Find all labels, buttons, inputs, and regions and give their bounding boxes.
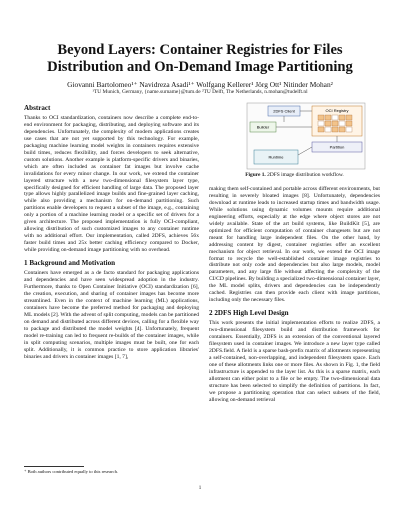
figure-caption-text: 2DFS image distribution workflow.	[267, 172, 344, 178]
section-2-text: This work presents the initial implementation efforts to realize 2DFS, a two-dimensional filesystem build and distribution framework for containers. Essentially, 2DFS is an extension of the conventional layered filesystem used in container images. We introduce a new layer type called 2DFS.field. A field is a sparse bash-prefix matrix of allotments representing a self-contained, non-overlapping, and independent filesystem space. Each one of these allotments links one or more files. As shown in Fig. 1, the field infrastructure is appended to the layer list. As this is a sparse matrix, each allotment can either point to a file or be empty. The two-dimensional data structure has been selected to simplify the definition of partitions. In fact, we propose a partitioning operation that can select subsets of the field, allowing on-demand retrieval	[209, 320, 380, 403]
author-list: Giovanni Bartolomeo¹⁺ Navidreza Asadi¹⁺ Wolfgang Kellerer¹ Jörg Ott¹ Nitinder Mohan²	[67, 80, 333, 89]
abstract-heading: Abstract	[24, 104, 51, 112]
figure-1-caption	[209, 172, 380, 179]
affiliations: ¹TU Munich, Germany, {name.surname}@tum.de ²TU Delft, The Netherlands, n.mohan@tudelft.nl	[92, 89, 308, 95]
paper-title	[0, 42, 400, 76]
abstract-text: Thanks to OCI standardization, containers now describe a complete end-to-end environment for packaging, distributing, and deploying software and its dependencies. Unfortunately, the complexity of modern applications creates use cases that are not yet supported by this technology. For example, packaging machine learning model weights in containers requires extensive build times, reduces flexibility, and forces developers to seek alternative, custom solutions. Another example is platform-specific drivers and binaries, which are often included as container fat images but involve cache invalidations for every minor change. In our work, we extend the container layered structure with a new two-dimensional filesystem layer type, specifically designed for efficient handling of large data. The proposed layer type allows highly parallelized image builds and fine-grained layer caching, while also providing a mechanism for on-demand partitioning. Such partitions enable developers to request a subset of the image, e.g., containing only a portion of a machine learning model or a specific set of drivers for a given architecture. The proposed implementation is fully OCI-compliant, allowing distribution of such customized images to any container runtime with no additional effort. Our implementation, called 2DFS, achieves 56x faster build times and 25x better caching efficiency compared to Docker, while providing on-demand image partitioning with no overhead.	[24, 115, 199, 254]
right-column-text: making them self-contained and portable across different environments, but resulting in severely bloated images [8]. Unfortunately, dependencies download at runtime leads to increased startup times and bandwidth usage. While solutions using dynamic volumes mounts require additional engineering efforts, especially at the edge where object stores are not widely available. State of the art build systems, like BuildKit [5], are optimized for efficient computation of container changesets but are not meant for handling large independent files. On the other hand, by addressing content by digest, container registries offer an excellent mechanism for object retrieval. In our work, we extend the OCI image format to recycle the well-established container image registries to distribute not only code and dependencies but also large models, model parameters, and any large file without affecting the complexity of the CI/CD pipelines. By building a specialized two-dimensional container layer, the ML model splits, drivers and dependencies can be independently cached. Registries can then provide each client with image partitions, including only the necessary files.	[209, 186, 380, 304]
section-1-text: Containers have emerged as a de facto standard for packaging applications and dependencies and have seen widespread adoption in the industry. Furthermore, thanks to Open Container Initiative (OCI) standardization [6], the creation, execution, and sharing of container images has become more streamlined. Even in the context of machine learning (ML) applications, containers have become the preferred method for packaging and deploying ML models [2]. With the advent of split computing, models can be partitioned on demand and distributed across different devices, calling for a flexible way to package and distributed the model weights [4]. Unfortunately, frequent model re-training can led to frequent re-builds of the container images, while in split computing scenarios, multiple images must be built, one for each split. Additionally, it is common practice to store application libraries' binaries and drivers in container images [1, 7],	[24, 270, 199, 360]
registry-label: OCI Registry	[325, 108, 349, 113]
page-number: 1	[198, 486, 202, 491]
partition-label: Partition	[329, 144, 345, 150]
left-column	[24, 104, 199, 360]
footnote-rule	[24, 466, 84, 467]
title-line-1: Beyond Layers: Container Registries for Files	[57, 42, 343, 58]
section-2-heading: 2 2DFS High Level Design	[209, 309, 289, 318]
field-grid	[318, 115, 352, 132]
right-column	[209, 186, 380, 404]
figure-caption-label: Figure 1.	[245, 172, 266, 178]
runtime-label: Runtime	[268, 154, 284, 160]
figure-1-diagram	[246, 102, 366, 170]
footnote: ⁺ Both authors contributed equally to this research.	[24, 469, 119, 474]
client-label: 2DFS Client	[273, 108, 295, 114]
title-line-2: Distribution and On-Demand Image Partitioning	[47, 59, 353, 75]
builder-label: Builder	[256, 124, 270, 130]
section-1-heading: 1 Background and Motivation	[24, 259, 116, 268]
